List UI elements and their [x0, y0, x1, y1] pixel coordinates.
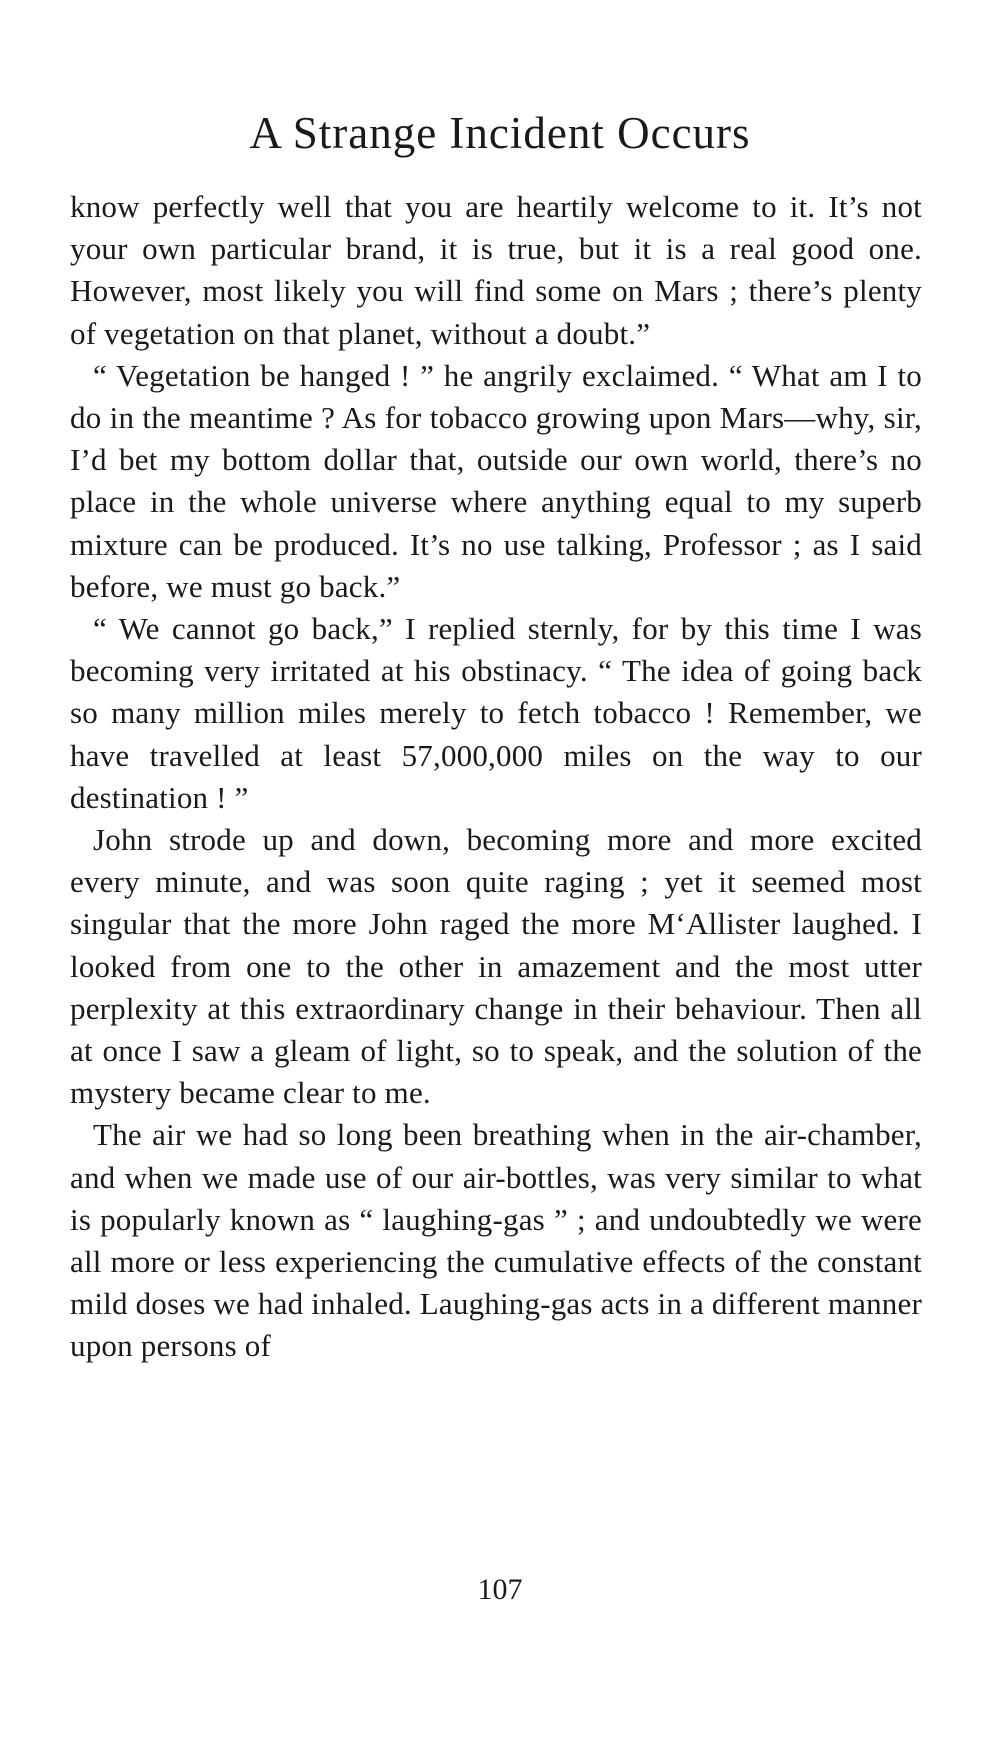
page-number: 107 — [477, 1573, 523, 1606]
body-text — [70, 186, 922, 1368]
paragraph-2: “ Vegetation be hanged ! ” he angrily exclaimed. “ What am I to do in the meantime ? As for tobacco growing upon Mars—why, sir, I’d bet my bottom dollar that, outside our own world, there’s no place in the whole universe where anything equal to my superb mixture can be produced. It’s no use talking, Professor ; as I said before, we must go back.” — [70, 357, 922, 604]
running-title: A Strange Incident Occurs — [249, 108, 751, 158]
paragraph-5: The air we had so long been breathing when in the air-chamber, and when we made use of our air-bottles, was very similar to what is popularly known as “ laughing-gas ” ; and undoubtedly we were all more or less experiencing the cumulative effects of the constant mild doses we had inhaled. Laughing-gas acts in a different manner upon persons of — [70, 1117, 922, 1364]
paragraph-4: John strode up and down, becoming more and more excited every minute, and was soon quite raging ; yet it seemed most singular that the more John raged the more M‘Allister laughed. I looked from one to the other in amazement and the most utter perplexity at this extraordinary change in their behaviour. Then all at once I saw a gleam of light, so to speak, and the solution of the mystery became clear to me. — [70, 822, 922, 1111]
paragraph-1: know perfectly well that you are heartily welcome to it. It’s not your own particular brand, it is true, but it is a real good one. However, most likely you will find some on Mars ; there’s plenty of vegetation on that planet, without a doubt.” — [70, 189, 922, 351]
paragraph-3: “ We cannot go back,” I replied sternly, for by this time I was becoming very irritated at his obstinacy. “ The idea of going back so many million miles merely to fetch tobacco ! Remember, we have travelled at least 57,000,000 miles on the way to our destination ! ” — [70, 611, 922, 815]
